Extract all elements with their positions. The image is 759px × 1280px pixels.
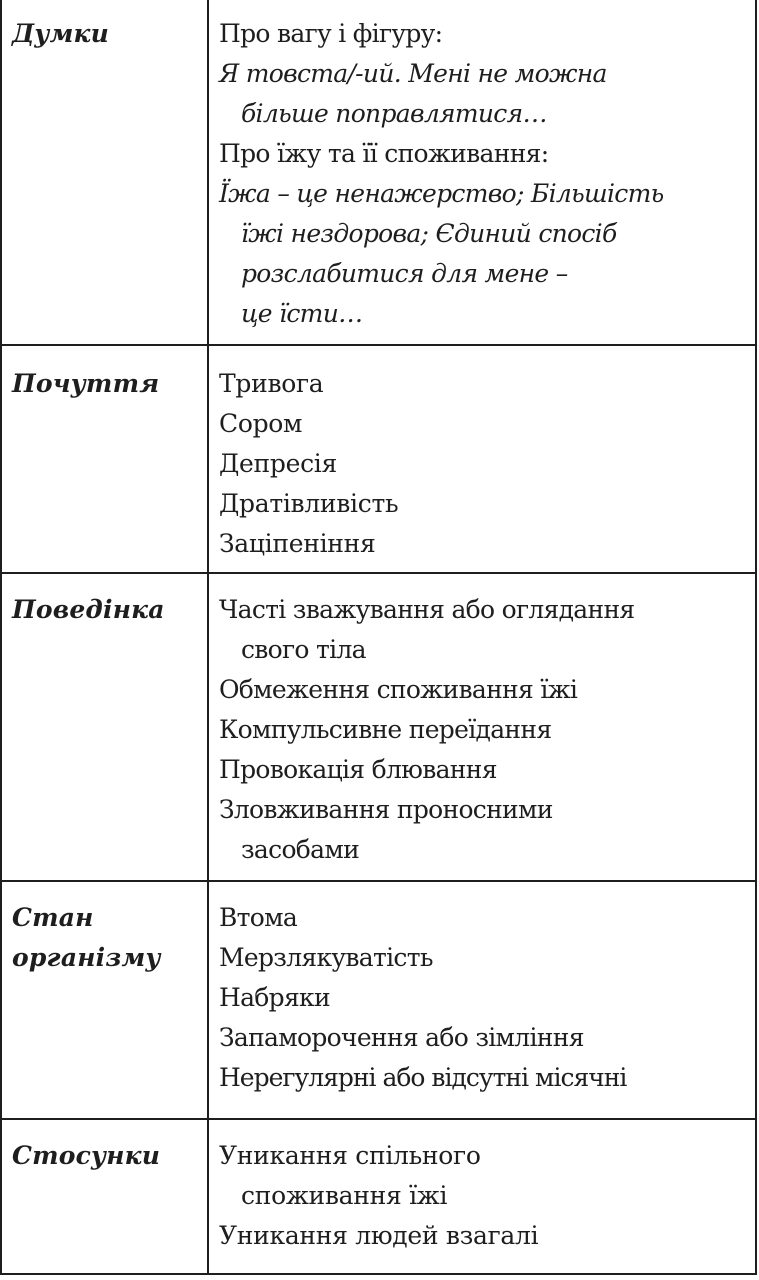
content-line: їжі нездорова; Єдиний спосіб [241, 219, 617, 248]
row-label-behavior: Поведінка [12, 595, 165, 624]
row-label-relationships: Стосунки [12, 1141, 161, 1170]
content-line: Їжа – це ненажерство; Більшість [219, 179, 664, 208]
content-line: більше поправлятися… [241, 99, 547, 128]
content-line: Мерзлякуватість [219, 943, 433, 972]
content-line: це їсти… [241, 299, 363, 328]
row-label-line: Стан [12, 903, 94, 932]
content-line: Компульсивне переїдання [219, 715, 552, 744]
row-content-feelings [219, 364, 749, 564]
content-line: Тривога [219, 369, 324, 398]
content-line: Сором [219, 409, 303, 438]
table-row-thoughts [2, 0, 757, 346]
table-row-behavior [2, 574, 757, 882]
content-line: Зловживання проносними [219, 795, 553, 824]
content-line: Дратівливість [219, 489, 399, 518]
table-row-relationships [2, 1120, 757, 1275]
content-line: свого тіла [241, 635, 366, 664]
content-line: споживання їжі [241, 1181, 448, 1210]
content-line: розслабитися для мене – [241, 259, 568, 288]
content-line: Запаморочення або зімління [219, 1023, 584, 1052]
row-content-behavior [219, 590, 749, 870]
content-line: Набряки [219, 983, 330, 1012]
row-label-body-state [12, 898, 202, 978]
content-line: Заціпеніння [219, 529, 376, 558]
table-row-feelings [2, 346, 757, 574]
row-content-relationships [219, 1136, 749, 1256]
table-row-body-state [2, 882, 757, 1120]
row-content-thoughts [219, 14, 749, 334]
content-line: Втома [219, 903, 298, 932]
content-line: Уникання спільного [219, 1141, 481, 1170]
row-label-line: організму [12, 943, 161, 972]
row-label-thoughts: Думки [12, 19, 110, 48]
content-line: Уникання людей взагалі [219, 1221, 539, 1250]
content-line: Про їжу та її споживання: [219, 139, 549, 168]
content-line: Часті зважування або оглядання [219, 595, 635, 624]
content-line: Депресія [219, 449, 337, 478]
content-line: Провокація блювання [219, 755, 497, 784]
content-line: Обмеження споживання їжі [219, 675, 578, 704]
content-line: Я товста/-ий. Мені не можна [219, 59, 607, 88]
row-content-body-state [219, 898, 749, 1098]
row-label-feelings: Почуття [12, 369, 160, 398]
content-line: Нерегулярні або відсутні місячні [219, 1063, 627, 1092]
content-line: Про вагу і фігуру: [219, 19, 443, 48]
content-line: засобами [241, 835, 360, 864]
